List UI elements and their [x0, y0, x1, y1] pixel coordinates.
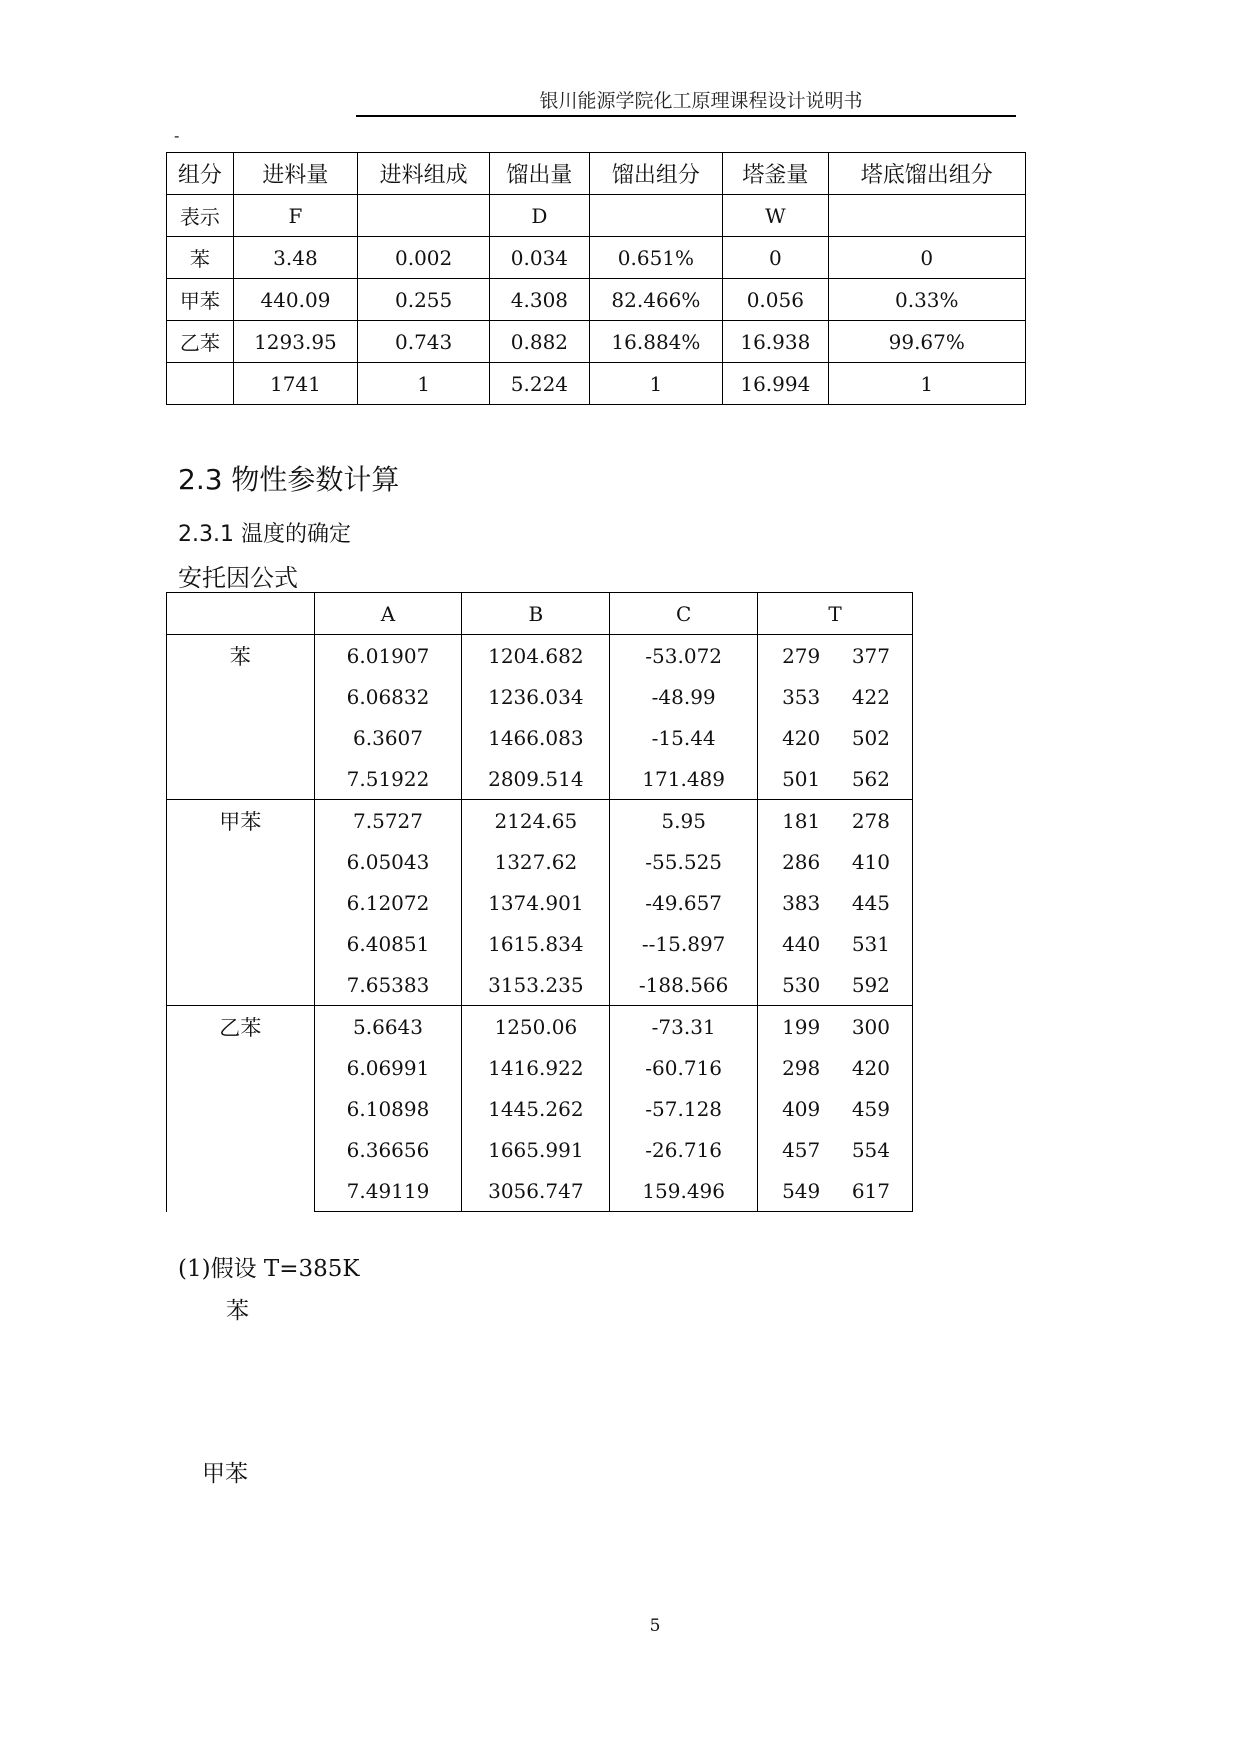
page-header-title: 银川能源学院化工原理课程设计说明书 — [539, 90, 863, 112]
table-row — [167, 1006, 913, 1048]
header-cell: 进料量 — [233, 153, 357, 195]
t-max: 617 — [851, 1178, 890, 1203]
temperature-range-cell — [758, 800, 913, 842]
table-cell: 7.5727 — [314, 800, 462, 842]
table-cell: F — [233, 195, 357, 237]
table-cell: 1466.083 — [462, 717, 610, 758]
table-cell: 3056.747 — [462, 1170, 610, 1212]
table-cell: -53.072 — [610, 635, 758, 677]
table-cell: 2124.65 — [462, 800, 610, 842]
header-cell: 塔底馏出组分 — [828, 153, 1025, 195]
table-cell: 1236.034 — [462, 676, 610, 717]
table-cell: -73.31 — [610, 1006, 758, 1048]
table-cell: 1416.922 — [462, 1047, 610, 1088]
table-cell: 5.95 — [610, 800, 758, 842]
table-row — [167, 195, 1026, 237]
table-cell: 6.06991 — [314, 1047, 462, 1088]
table-cell: 0.651% — [589, 237, 723, 279]
table-cell: 3153.235 — [462, 964, 610, 1006]
header-cell: 组分 — [167, 153, 234, 195]
temperature-range-cell — [758, 923, 913, 964]
t-min: 501 — [782, 766, 821, 791]
table-cell: 6.01907 — [314, 635, 462, 677]
table-cell: 82.466% — [589, 279, 723, 321]
table-cell: -26.716 — [610, 1129, 758, 1170]
table-cell: 440.09 — [233, 279, 357, 321]
component-cell: 乙苯 — [167, 1006, 315, 1212]
table-cell — [828, 195, 1025, 237]
table-cell: 1327.62 — [462, 841, 610, 882]
table-cell: 5.224 — [490, 363, 589, 405]
table-cell: 6.10898 — [314, 1088, 462, 1129]
temperature-range-cell — [758, 1129, 913, 1170]
table-cell: 1665.991 — [462, 1129, 610, 1170]
table-cell: D — [490, 195, 589, 237]
table-cell: 1293.95 — [233, 321, 357, 363]
table-row — [167, 279, 1026, 321]
temperature-range-cell — [758, 841, 913, 882]
assumption-text: (1)假设 T=385K — [178, 1256, 360, 1282]
table-cell: 1374.901 — [462, 882, 610, 923]
header-cell: 塔釜量 — [723, 153, 828, 195]
intro-text: 安托因公式 — [178, 564, 298, 592]
table-cell: 0.882 — [490, 321, 589, 363]
t-max: 554 — [851, 1137, 890, 1162]
t-max: 422 — [851, 684, 890, 709]
t-max: 592 — [851, 972, 890, 997]
table-cell: 6.06832 — [314, 676, 462, 717]
temperature-range-cell — [758, 635, 913, 677]
temperature-range-cell — [758, 1047, 913, 1088]
t-min: 409 — [782, 1096, 821, 1121]
component-cell: 甲苯 — [167, 800, 315, 1006]
header-rule — [356, 115, 1016, 117]
table-cell: 1741 — [233, 363, 357, 405]
t-max: 377 — [851, 643, 890, 668]
table-cell: 6.12072 — [314, 882, 462, 923]
table-cell: 6.05043 — [314, 841, 462, 882]
table-cell: 2809.514 — [462, 758, 610, 800]
table-cell: 1 — [358, 363, 490, 405]
table-cell: 6.3607 — [314, 717, 462, 758]
header-cell: 馏出组分 — [589, 153, 723, 195]
table-cell: 0 — [723, 237, 828, 279]
table-cell: 171.489 — [610, 758, 758, 800]
table-cell: 159.496 — [610, 1170, 758, 1212]
table-cell: 7.65383 — [314, 964, 462, 1006]
t-max: 502 — [851, 725, 890, 750]
table-cell: -60.716 — [610, 1047, 758, 1088]
t-min: 457 — [782, 1137, 821, 1162]
t-max: 459 — [851, 1096, 890, 1121]
table-cell: 1445.262 — [462, 1088, 610, 1129]
table-cell: 0.33% — [828, 279, 1025, 321]
t-max: 420 — [851, 1055, 890, 1080]
t-min: 420 — [782, 725, 821, 750]
table-row — [167, 800, 913, 842]
table-cell: 4.308 — [490, 279, 589, 321]
component-cell: 苯 — [167, 635, 315, 800]
table-cell: 99.67% — [828, 321, 1025, 363]
table-cell: -49.657 — [610, 882, 758, 923]
temperature-range-cell — [758, 1088, 913, 1129]
table-cell: 1615.834 — [462, 923, 610, 964]
section-heading: 2.3 物性参数计算 — [178, 463, 400, 496]
table-cell: 乙苯 — [167, 321, 234, 363]
temperature-range-cell — [758, 717, 913, 758]
table-cell — [358, 195, 490, 237]
table-cell: -15.44 — [610, 717, 758, 758]
t-max: 562 — [851, 766, 890, 791]
temperature-range-cell — [758, 882, 913, 923]
table-cell: 16.938 — [723, 321, 828, 363]
page-number: 5 — [649, 1616, 661, 1636]
table-cell: 0.255 — [358, 279, 490, 321]
table-cell — [589, 195, 723, 237]
table-cell: 1 — [828, 363, 1025, 405]
t-min: 279 — [782, 643, 821, 668]
header-cell: B — [462, 593, 610, 635]
table-cell: 7.49119 — [314, 1170, 462, 1212]
table-cell: -48.99 — [610, 676, 758, 717]
table-cell: W — [723, 195, 828, 237]
temperature-range-cell — [758, 1006, 913, 1048]
table-cell: 6.40851 — [314, 923, 462, 964]
header-cell: A — [314, 593, 462, 635]
table-cell: 0.034 — [490, 237, 589, 279]
t-min: 298 — [782, 1055, 821, 1080]
table-cell: -55.525 — [610, 841, 758, 882]
temperature-range-cell — [758, 1170, 913, 1212]
table-row — [167, 237, 1026, 279]
table-row — [167, 321, 1026, 363]
table-cell: 5.6643 — [314, 1006, 462, 1048]
table-cell: 0.056 — [723, 279, 828, 321]
benzene-label: 苯 — [226, 1298, 249, 1324]
header-cell: T — [758, 593, 913, 635]
t-min: 549 — [782, 1178, 821, 1203]
table-cell: -188.566 — [610, 964, 758, 1006]
table-cell: 苯 — [167, 237, 234, 279]
t-min: 383 — [782, 890, 821, 915]
table-cell: --15.897 — [610, 923, 758, 964]
header-cell: C — [610, 593, 758, 635]
table-header-row — [167, 593, 913, 635]
stray-mark: - — [174, 126, 180, 145]
table-cell: 1 — [589, 363, 723, 405]
t-min: 530 — [782, 972, 821, 997]
t-min: 440 — [782, 931, 821, 956]
table-cell: 16.884% — [589, 321, 723, 363]
t-max: 278 — [851, 808, 890, 833]
t-min: 286 — [782, 849, 821, 874]
table-cell: 1204.682 — [462, 635, 610, 677]
table-cell: 16.994 — [723, 363, 828, 405]
table-header-row — [167, 153, 1026, 195]
table-cell: 甲苯 — [167, 279, 234, 321]
table-cell: -57.128 — [610, 1088, 758, 1129]
table-cell: 表示 — [167, 195, 234, 237]
temperature-range-cell — [758, 676, 913, 717]
table-cell: 7.51922 — [314, 758, 462, 800]
table-cell: 6.36656 — [314, 1129, 462, 1170]
table-cell: 0.743 — [358, 321, 490, 363]
table-cell: 0 — [828, 237, 1025, 279]
table-cell: 1250.06 — [462, 1006, 610, 1048]
table-row — [167, 363, 1026, 405]
t-max: 445 — [851, 890, 890, 915]
header-cell — [167, 593, 315, 635]
toluene-label: 甲苯 — [202, 1461, 248, 1487]
temperature-range-cell — [758, 964, 913, 1006]
t-min: 353 — [782, 684, 821, 709]
table-row — [167, 635, 913, 677]
table-cell: 0.002 — [358, 237, 490, 279]
t-max: 410 — [851, 849, 890, 874]
temperature-range-cell — [758, 758, 913, 800]
t-min: 199 — [782, 1014, 821, 1039]
material-balance-table — [166, 152, 1026, 405]
header-cell: 进料组成 — [358, 153, 490, 195]
t-min: 181 — [782, 808, 821, 833]
subsection-heading: 2.3.1 温度的确定 — [178, 522, 351, 547]
header-cell: 馏出量 — [490, 153, 589, 195]
t-max: 300 — [851, 1014, 890, 1039]
antoine-constants-table — [166, 592, 913, 1212]
t-max: 531 — [851, 931, 890, 956]
table-cell — [167, 363, 234, 405]
table-cell: 3.48 — [233, 237, 357, 279]
